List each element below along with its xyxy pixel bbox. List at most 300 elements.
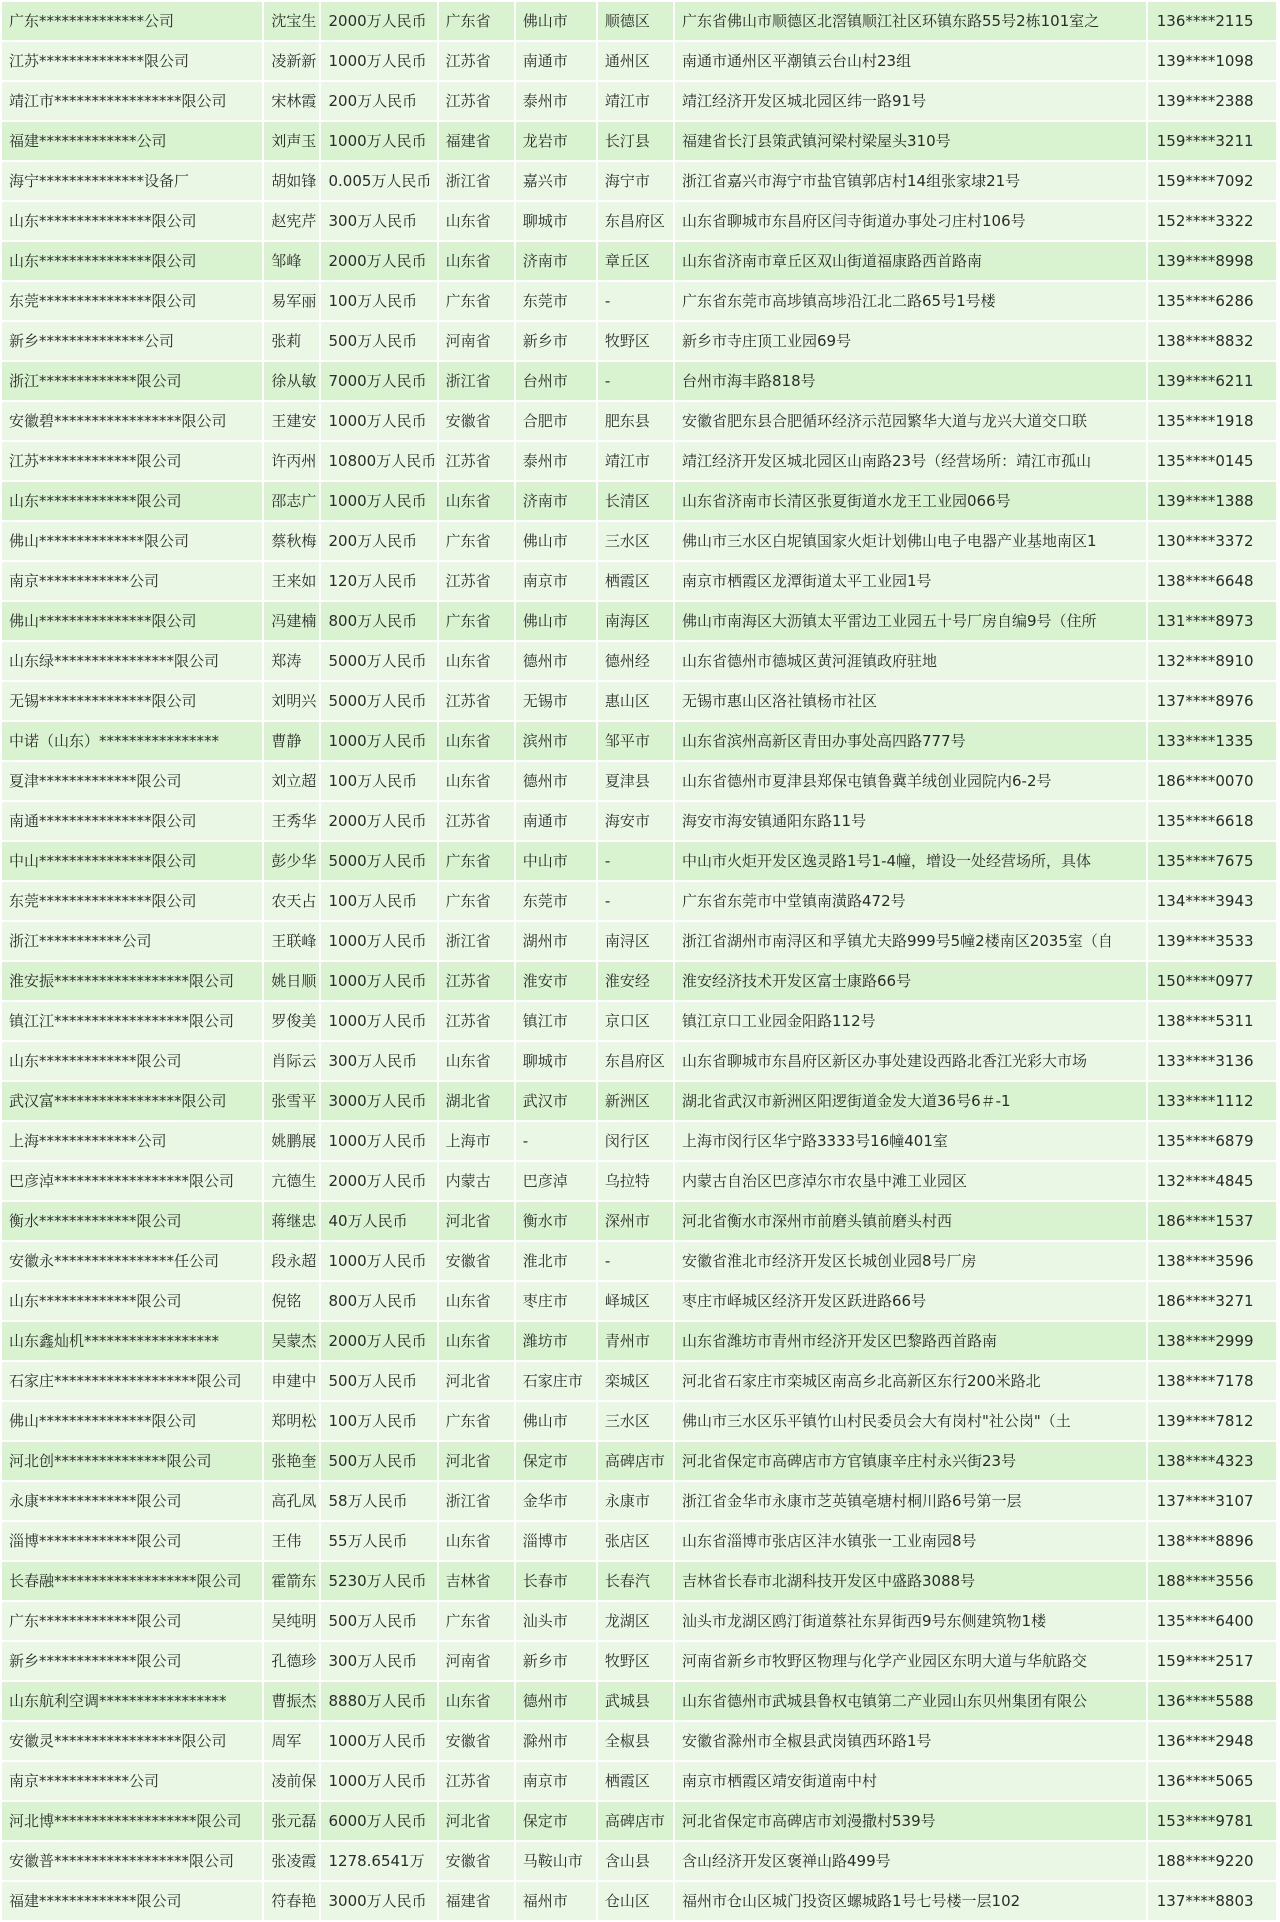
table-row: [2, 1682, 1276, 1720]
phone-cell: 138****3596: [1148, 1242, 1276, 1280]
company-name-cell: 广东**************公司: [2, 2, 262, 40]
company-name-cell: 永康*************限公司: [2, 1482, 262, 1520]
registered-capital-cell: 7000万人民币: [321, 362, 436, 400]
district-cell: 长春汽: [598, 1562, 673, 1600]
phone-cell: 132****8910: [1148, 642, 1276, 680]
table-row: [2, 722, 1276, 760]
province-cell: 江苏省: [439, 1002, 514, 1040]
district-cell: 高碑店市: [598, 1442, 673, 1480]
city-cell: 潍坊市: [516, 1322, 596, 1360]
province-cell: 江苏省: [439, 962, 514, 1000]
phone-cell: 135****0145: [1148, 442, 1276, 480]
province-cell: 广东省: [439, 842, 514, 880]
address-cell: 湖北省武汉市新洲区阳逻街道金发大道36号6＃-1: [675, 1082, 1146, 1120]
company-name-cell: 上海*************公司: [2, 1122, 262, 1160]
city-cell: 枣庄市: [516, 1282, 596, 1320]
table-row: [2, 1362, 1276, 1400]
address-cell: 无锡市惠山区洛社镇杨市社区: [675, 682, 1146, 720]
province-cell: 山东省: [439, 202, 514, 240]
registered-capital-cell: 58万人民币: [321, 1482, 436, 1520]
legal-rep-cell: 王联峰: [264, 922, 319, 960]
province-cell: 山东省: [439, 482, 514, 520]
address-cell: 河南省新乡市牧野区物理与化学产业园区东明大道与华航路交: [675, 1642, 1146, 1680]
table-row: [2, 762, 1276, 800]
city-cell: 滨州市: [516, 722, 596, 760]
phone-cell: 186****0070: [1148, 762, 1276, 800]
table-row: [2, 82, 1276, 120]
district-cell: 新洲区: [598, 1082, 673, 1120]
table-row: [2, 1802, 1276, 1840]
legal-rep-cell: 段永超: [264, 1242, 319, 1280]
city-cell: 济南市: [516, 482, 596, 520]
table-row: [2, 442, 1276, 480]
company-name-cell: 淄博*************限公司: [2, 1522, 262, 1560]
province-cell: 山东省: [439, 1682, 514, 1720]
company-name-cell: 河北创***************限公司: [2, 1442, 262, 1480]
legal-rep-cell: 郑涛: [264, 642, 319, 680]
address-cell: 河北省石家庄市栾城区南高乡北高新区东行200米路北: [675, 1362, 1146, 1400]
company-name-cell: 山东***************限公司: [2, 242, 262, 280]
phone-cell: 159****3211: [1148, 122, 1276, 160]
district-cell: 海安市: [598, 802, 673, 840]
legal-rep-cell: 刘声玉: [264, 122, 319, 160]
registered-capital-cell: 1000万人民币: [321, 402, 436, 440]
phone-cell: 139****6211: [1148, 362, 1276, 400]
table-row: [2, 362, 1276, 400]
company-name-cell: 佛山***************限公司: [2, 1402, 262, 1440]
table-row: [2, 1282, 1276, 1320]
legal-rep-cell: 倪铭: [264, 1282, 319, 1320]
legal-rep-cell: 吴纯明: [264, 1602, 319, 1640]
phone-cell: 139****7812: [1148, 1402, 1276, 1440]
district-cell: -: [598, 362, 673, 400]
district-cell: 夏津县: [598, 762, 673, 800]
company-name-cell: 安徽灵*****************限公司: [2, 1722, 262, 1760]
registered-capital-cell: 500万人民币: [321, 1362, 436, 1400]
table-row: [2, 242, 1276, 280]
legal-rep-cell: 罗俊美: [264, 1002, 319, 1040]
registered-capital-cell: 5000万人民币: [321, 842, 436, 880]
company-name-cell: 海宁**************设备厂: [2, 162, 262, 200]
district-cell: 海宁市: [598, 162, 673, 200]
city-cell: -: [516, 1122, 596, 1160]
province-cell: 安徽省: [439, 1242, 514, 1280]
address-cell: 浙江省金华市永康市芝英镇亳塘村桐川路6号第一层: [675, 1482, 1146, 1520]
address-cell: 广东省东莞市中堂镇南潢路472号: [675, 882, 1146, 920]
province-cell: 广东省: [439, 522, 514, 560]
city-cell: 保定市: [516, 1802, 596, 1840]
phone-cell: 138****8832: [1148, 322, 1276, 360]
table-row: [2, 402, 1276, 440]
phone-cell: 135****6400: [1148, 1602, 1276, 1640]
legal-rep-cell: 王秀华: [264, 802, 319, 840]
phone-cell: 159****2517: [1148, 1642, 1276, 1680]
district-cell: 栾城区: [598, 1362, 673, 1400]
table-row: [2, 1162, 1276, 1200]
legal-rep-cell: 彭少华: [264, 842, 319, 880]
table-row: [2, 1602, 1276, 1640]
city-cell: 德州市: [516, 1682, 596, 1720]
city-cell: 台州市: [516, 362, 596, 400]
address-cell: 浙江省嘉兴市海宁市盐官镇郭店村14组张家埭21号: [675, 162, 1146, 200]
province-cell: 河北省: [439, 1362, 514, 1400]
district-cell: 顺德区: [598, 2, 673, 40]
address-cell: 南京市栖霞区靖安街道南中村: [675, 1762, 1146, 1800]
legal-rep-cell: 胡如锋: [264, 162, 319, 200]
legal-rep-cell: 曹振杰: [264, 1682, 319, 1720]
phone-cell: 186****3271: [1148, 1282, 1276, 1320]
district-cell: 淮安经: [598, 962, 673, 1000]
province-cell: 内蒙古: [439, 1162, 514, 1200]
registered-capital-cell: 2000万人民币: [321, 802, 436, 840]
registered-capital-cell: 300万人民币: [321, 202, 436, 240]
province-cell: 广东省: [439, 1602, 514, 1640]
district-cell: 乌拉特: [598, 1162, 673, 1200]
province-cell: 安徽省: [439, 1722, 514, 1760]
address-cell: 海安市海安镇通阳东路11号: [675, 802, 1146, 840]
registered-capital-cell: 1000万人民币: [321, 962, 436, 1000]
phone-cell: 150****0977: [1148, 962, 1276, 1000]
registered-capital-cell: 120万人民币: [321, 562, 436, 600]
legal-rep-cell: 蔡秋梅: [264, 522, 319, 560]
district-cell: 仓山区: [598, 1882, 673, 1920]
province-cell: 安徽省: [439, 402, 514, 440]
city-cell: 福州市: [516, 1882, 596, 1920]
district-cell: 牧野区: [598, 322, 673, 360]
province-cell: 安徽省: [439, 1842, 514, 1880]
registered-capital-cell: 5230万人民币: [321, 1562, 436, 1600]
province-cell: 上海市: [439, 1122, 514, 1160]
registered-capital-cell: 200万人民币: [321, 522, 436, 560]
district-cell: 闵行区: [598, 1122, 673, 1160]
phone-cell: 138****8896: [1148, 1522, 1276, 1560]
table-row: [2, 1242, 1276, 1280]
company-name-cell: 中山***************限公司: [2, 842, 262, 880]
province-cell: 浙江省: [439, 922, 514, 960]
phone-cell: 136****5588: [1148, 1682, 1276, 1720]
province-cell: 广东省: [439, 882, 514, 920]
address-cell: 山东省淄博市张店区沣水镇张一工业南园8号: [675, 1522, 1146, 1560]
registered-capital-cell: 5000万人民币: [321, 642, 436, 680]
legal-rep-cell: 沈宝生: [264, 2, 319, 40]
district-cell: 栖霞区: [598, 1762, 673, 1800]
registered-capital-cell: 5000万人民币: [321, 682, 436, 720]
phone-cell: 135****6618: [1148, 802, 1276, 840]
company-name-cell: 巴彦淖******************限公司: [2, 1162, 262, 1200]
city-cell: 长春市: [516, 1562, 596, 1600]
phone-cell: 130****3372: [1148, 522, 1276, 560]
company-name-cell: 山东*************限公司: [2, 1282, 262, 1320]
table-row: [2, 1482, 1276, 1520]
district-cell: 东昌府区: [598, 1042, 673, 1080]
phone-cell: 135****7675: [1148, 842, 1276, 880]
company-name-cell: 浙江*************限公司: [2, 362, 262, 400]
address-cell: 山东省德州市夏津县郑保屯镇鲁冀羊绒创业园院内6-2号: [675, 762, 1146, 800]
district-cell: -: [598, 882, 673, 920]
phone-cell: 133****3136: [1148, 1042, 1276, 1080]
address-cell: 广东省佛山市顺德区北滘镇顺江社区环镇东路55号2栋101室之: [675, 2, 1146, 40]
district-cell: 青州市: [598, 1322, 673, 1360]
address-cell: 内蒙古自治区巴彦淖尔市农垦中滩工业园区: [675, 1162, 1146, 1200]
registered-capital-cell: 2000万人民币: [321, 1322, 436, 1360]
district-cell: 东昌府区: [598, 202, 673, 240]
district-cell: 肥东县: [598, 402, 673, 440]
city-cell: 巴彦淖: [516, 1162, 596, 1200]
province-cell: 河南省: [439, 322, 514, 360]
legal-rep-cell: 霍箭东: [264, 1562, 319, 1600]
province-cell: 江苏省: [439, 562, 514, 600]
table-row: [2, 1002, 1276, 1040]
table-row: [2, 322, 1276, 360]
province-cell: 广东省: [439, 282, 514, 320]
province-cell: 河北省: [439, 1202, 514, 1240]
legal-rep-cell: 农天占: [264, 882, 319, 920]
company-name-cell: 江苏*************限公司: [2, 442, 262, 480]
legal-rep-cell: 赵宪芹: [264, 202, 319, 240]
legal-rep-cell: 肖际云: [264, 1042, 319, 1080]
legal-rep-cell: 蒋继忠: [264, 1202, 319, 1240]
registered-capital-cell: 1000万人民币: [321, 722, 436, 760]
district-cell: 靖江市: [598, 442, 673, 480]
address-cell: 台州市海丰路818号: [675, 362, 1146, 400]
address-cell: 南通市通州区平潮镇云台山村23组: [675, 42, 1146, 80]
legal-rep-cell: 徐从敏: [264, 362, 319, 400]
table-row: [2, 282, 1276, 320]
legal-rep-cell: 易军丽: [264, 282, 319, 320]
legal-rep-cell: 冯建楠: [264, 602, 319, 640]
district-cell: 惠山区: [598, 682, 673, 720]
address-cell: 河北省衡水市深州市前磨头镇前磨头村西: [675, 1202, 1146, 1240]
legal-rep-cell: 宋林霞: [264, 82, 319, 120]
legal-rep-cell: 姚日顺: [264, 962, 319, 1000]
company-name-cell: 福建*************限公司: [2, 1882, 262, 1920]
city-cell: 泰州市: [516, 82, 596, 120]
phone-cell: 135****6286: [1148, 282, 1276, 320]
city-cell: 南京市: [516, 1762, 596, 1800]
phone-cell: 138****6648: [1148, 562, 1276, 600]
province-cell: 江苏省: [439, 442, 514, 480]
phone-cell: 133****1112: [1148, 1082, 1276, 1120]
registered-capital-cell: 1000万人民币: [321, 1002, 436, 1040]
registered-capital-cell: 1000万人民币: [321, 482, 436, 520]
table-row: [2, 802, 1276, 840]
registered-capital-cell: 8880万人民币: [321, 1682, 436, 1720]
city-cell: 湖州市: [516, 922, 596, 960]
address-cell: 安徽省肥东县合肥循环经济示范园繁华大道与龙兴大道交口联: [675, 402, 1146, 440]
registered-capital-cell: 200万人民币: [321, 82, 436, 120]
registered-capital-cell: 300万人民币: [321, 1042, 436, 1080]
company-name-cell: 衡水*************限公司: [2, 1202, 262, 1240]
legal-rep-cell: 曹静: [264, 722, 319, 760]
district-cell: 靖江市: [598, 82, 673, 120]
address-cell: 广东省东莞市高埗镇高埗沿江北二路65号1号楼: [675, 282, 1146, 320]
phone-cell: 139****8998: [1148, 242, 1276, 280]
table-row: [2, 1562, 1276, 1600]
city-cell: 佛山市: [516, 602, 596, 640]
phone-cell: 139****1098: [1148, 42, 1276, 80]
district-cell: 三水区: [598, 1402, 673, 1440]
legal-rep-cell: 张雪平: [264, 1082, 319, 1120]
table-row: [2, 642, 1276, 680]
district-cell: 长清区: [598, 482, 673, 520]
city-cell: 聊城市: [516, 202, 596, 240]
province-cell: 江苏省: [439, 42, 514, 80]
registered-capital-cell: 100万人民币: [321, 882, 436, 920]
legal-rep-cell: 王建安: [264, 402, 319, 440]
phone-cell: 137****8803: [1148, 1882, 1276, 1920]
address-cell: 安徽省滁州市全椒县武岗镇西环路1号: [675, 1722, 1146, 1760]
district-cell: 牧野区: [598, 1642, 673, 1680]
address-cell: 山东省德州市武城县鲁权屯镇第二产业园山东贝州集团有限公: [675, 1682, 1146, 1720]
phone-cell: 132****4845: [1148, 1162, 1276, 1200]
legal-rep-cell: 申建中: [264, 1362, 319, 1400]
city-cell: 滁州市: [516, 1722, 596, 1760]
table-row: [2, 602, 1276, 640]
company-name-cell: 夏津*************限公司: [2, 762, 262, 800]
phone-cell: 135****6879: [1148, 1122, 1276, 1160]
registered-capital-cell: 300万人民币: [321, 1642, 436, 1680]
district-cell: 全椒县: [598, 1722, 673, 1760]
company-name-cell: 安徽普******************限公司: [2, 1842, 262, 1880]
company-name-cell: 广东*************限公司: [2, 1602, 262, 1640]
table-row: [2, 2, 1276, 40]
address-cell: 吉林省长春市北湖科技开发区中盛路3088号: [675, 1562, 1146, 1600]
table-row: [2, 162, 1276, 200]
registered-capital-cell: 2000万人民币: [321, 1162, 436, 1200]
province-cell: 广东省: [439, 1402, 514, 1440]
company-name-cell: 中诺（山东）****************: [2, 722, 262, 760]
province-cell: 山东省: [439, 1042, 514, 1080]
company-name-cell: 山东***************限公司: [2, 202, 262, 240]
city-cell: 南通市: [516, 802, 596, 840]
company-name-cell: 福建*************公司: [2, 122, 262, 160]
district-cell: 含山县: [598, 1842, 673, 1880]
district-cell: 德州经: [598, 642, 673, 680]
address-cell: 南京市栖霞区龙潭街道太平工业园1号: [675, 562, 1146, 600]
phone-cell: 138****2999: [1148, 1322, 1276, 1360]
address-cell: 山东省聊城市东昌府区闫寺街道办事处刁庄村106号: [675, 202, 1146, 240]
company-name-cell: 东莞***************限公司: [2, 882, 262, 920]
registered-capital-cell: 1000万人民币: [321, 1762, 436, 1800]
table-row: [2, 1762, 1276, 1800]
district-cell: -: [598, 1242, 673, 1280]
legal-rep-cell: 王伟: [264, 1522, 319, 1560]
legal-rep-cell: 张艳奎: [264, 1442, 319, 1480]
legal-rep-cell: 亢德生: [264, 1162, 319, 1200]
registered-capital-cell: 800万人民币: [321, 1282, 436, 1320]
table-row: [2, 122, 1276, 160]
legal-rep-cell: 孔德珍: [264, 1642, 319, 1680]
province-cell: 浙江省: [439, 362, 514, 400]
registered-capital-cell: 500万人民币: [321, 322, 436, 360]
phone-cell: 139****1388: [1148, 482, 1276, 520]
district-cell: 永康市: [598, 1482, 673, 1520]
table-row: [2, 1642, 1276, 1680]
province-cell: 河北省: [439, 1442, 514, 1480]
district-cell: 高碑店市: [598, 1802, 673, 1840]
company-name-cell: 南京************公司: [2, 1762, 262, 1800]
address-cell: 河北省保定市高碑店市方官镇康辛庄村永兴街23号: [675, 1442, 1146, 1480]
company-name-cell: 山东鑫灿机******************: [2, 1322, 262, 1360]
registered-capital-cell: 2000万人民币: [321, 2, 436, 40]
address-cell: 佛山市三水区乐平镇竹山村民委员会大有岗村"社公岗"（土: [675, 1402, 1146, 1440]
company-name-cell: 镇江江******************限公司: [2, 1002, 262, 1040]
province-cell: 福建省: [439, 1882, 514, 1920]
table-row: [2, 1042, 1276, 1080]
address-cell: 含山经济开发区褒禅山路499号: [675, 1842, 1146, 1880]
province-cell: 广东省: [439, 2, 514, 40]
province-cell: 湖北省: [439, 1082, 514, 1120]
registered-capital-cell: 0.005万人民币: [321, 162, 436, 200]
table-row: [2, 842, 1276, 880]
district-cell: 长汀县: [598, 122, 673, 160]
address-cell: 河北省保定市高碑店市刘漫撒村539号: [675, 1802, 1146, 1840]
address-cell: 福建省长汀县策武镇河梁村梁屋头310号: [675, 122, 1146, 160]
table-row: [2, 1442, 1276, 1480]
registered-capital-cell: 3000万人民币: [321, 1082, 436, 1120]
city-cell: 德州市: [516, 642, 596, 680]
legal-rep-cell: 张凌霞: [264, 1842, 319, 1880]
province-cell: 吉林省: [439, 1562, 514, 1600]
legal-rep-cell: 邹峰: [264, 242, 319, 280]
address-cell: 靖江经济开发区城北园区纬一路91号: [675, 82, 1146, 120]
phone-cell: 136****2115: [1148, 2, 1276, 40]
province-cell: 广东省: [439, 602, 514, 640]
table-row: [2, 562, 1276, 600]
district-cell: 南浔区: [598, 922, 673, 960]
table-row: [2, 1402, 1276, 1440]
registered-capital-cell: 1000万人民币: [321, 122, 436, 160]
company-name-cell: 安徽永****************任公司: [2, 1242, 262, 1280]
city-cell: 新乡市: [516, 322, 596, 360]
address-cell: 淮安经济技术开发区富士康路66号: [675, 962, 1146, 1000]
city-cell: 佛山市: [516, 2, 596, 40]
table-row: [2, 42, 1276, 80]
legal-rep-cell: 周军: [264, 1722, 319, 1760]
registered-capital-cell: 1000万人民币: [321, 42, 436, 80]
province-cell: 江苏省: [439, 682, 514, 720]
address-cell: 山东省德州市德城区黄河涯镇政府驻地: [675, 642, 1146, 680]
phone-cell: 136****5065: [1148, 1762, 1276, 1800]
registered-capital-cell: 1000万人民币: [321, 922, 436, 960]
city-cell: 泰州市: [516, 442, 596, 480]
phone-cell: 188****9220: [1148, 1842, 1276, 1880]
company-name-cell: 石家庄*******************限公司: [2, 1362, 262, 1400]
city-cell: 淄博市: [516, 1522, 596, 1560]
city-cell: 淮北市: [516, 1242, 596, 1280]
address-cell: 中山市火炬开发区逸灵路1号1-4幢，增设一处经营场所，具体: [675, 842, 1146, 880]
city-cell: 佛山市: [516, 1402, 596, 1440]
district-cell: 龙湖区: [598, 1602, 673, 1640]
province-cell: 山东省: [439, 242, 514, 280]
legal-rep-cell: 郑明松: [264, 1402, 319, 1440]
company-name-cell: 淮安振******************限公司: [2, 962, 262, 1000]
district-cell: 京口区: [598, 1002, 673, 1040]
province-cell: 浙江省: [439, 1482, 514, 1520]
company-name-cell: 武汉富*****************限公司: [2, 1082, 262, 1120]
company-name-cell: 山东*************限公司: [2, 1042, 262, 1080]
company-name-cell: 浙江***********公司: [2, 922, 262, 960]
registered-capital-cell: 6000万人民币: [321, 1802, 436, 1840]
province-cell: 福建省: [439, 122, 514, 160]
address-cell: 福州市仓山区城门投资区螺城路1号七号楼一层102: [675, 1882, 1146, 1920]
province-cell: 山东省: [439, 1322, 514, 1360]
city-cell: 镇江市: [516, 1002, 596, 1040]
registered-capital-cell: 100万人民币: [321, 762, 436, 800]
registered-capital-cell: 55万人民币: [321, 1522, 436, 1560]
registered-capital-cell: 100万人民币: [321, 1402, 436, 1440]
phone-cell: 133****1335: [1148, 722, 1276, 760]
